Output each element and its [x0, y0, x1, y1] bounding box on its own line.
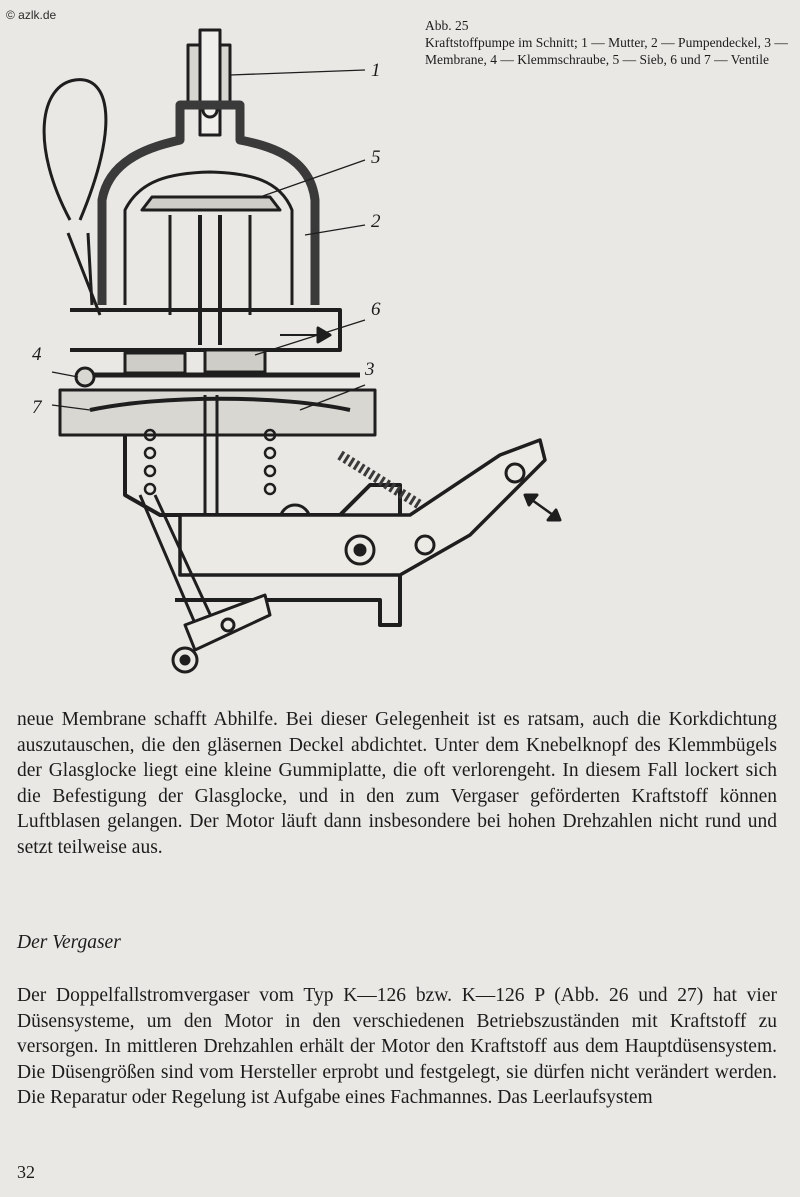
body-paragraph-1: neue Membrane schafft Abhilfe. Bei dieser Gelegenheit ist es ratsam, auch die Korkdichtung auszutauschen, die den gläsernen Deckel abdichtet. Unter dem Knebelknopf des Klemmbügels der Glasglocke liegt eine kleine Gummiplatte, die oft verlorengeht. In diesem Fall lockert sich die Befestigung der Glasglocke, und in den zum Vergaser geförderten Kraftstoff können Luftblasen gelangen. Der Motor läuft dann insbesondere bei hohen Drehzahlen nicht rund und setzt teilweise aus. — [17, 709, 777, 858]
main-spring — [145, 430, 275, 494]
sieve — [142, 197, 280, 210]
label-6: 6 — [371, 299, 381, 320]
label-1: 1 — [371, 60, 381, 81]
fuel-pump-diagram — [30, 15, 590, 685]
valve-right — [205, 350, 265, 372]
figure-number: Abb. 25 — [425, 18, 469, 33]
label-2: 2 — [371, 211, 381, 232]
label-7: 7 — [32, 397, 42, 418]
label-5: 5 — [371, 147, 381, 168]
lever-spring — [340, 455, 420, 505]
body-paragraph-2: Der Doppelfallstromvergaser vom Typ K—126 bzw. K—126 P (Abb. 26 und 27) hat vier Düsensysteme, um den Motor in den verschiedenen Betriebszuständen mit Kraftstoff zu versorgen. In mittleren Drehzahlen erhält der Motor den Kraftstoff aus dem Hauptdüsensystem. Die Düsengrößen sind vom Hersteller erprobt und festgelegt, sie dürfen nicht verändert werden. Die Reparatur oder Regelung ist Aufgabe eines Fachmannes. Das Leerlaufsystem — [17, 985, 777, 1108]
watermark: © azlk.de — [6, 8, 57, 22]
valve-left — [125, 353, 185, 373]
clamp-loop — [44, 80, 106, 220]
section-heading: Der Vergaser — [17, 932, 121, 953]
page-number: 32 — [17, 1162, 35, 1182]
clamp-screw — [76, 368, 94, 386]
clamp-wire — [68, 233, 100, 315]
figure-caption-text: Kraftstoffpumpe im Schnitt; 1 — Mutter, 2 — Pumpendeckel, 3 — Membrane, 4 — Klemmschraube, 5 — Sieb, 6 und 7 — Ventile — [425, 35, 788, 67]
label-4: 4 — [32, 344, 42, 365]
label-3: 3 — [365, 359, 375, 380]
